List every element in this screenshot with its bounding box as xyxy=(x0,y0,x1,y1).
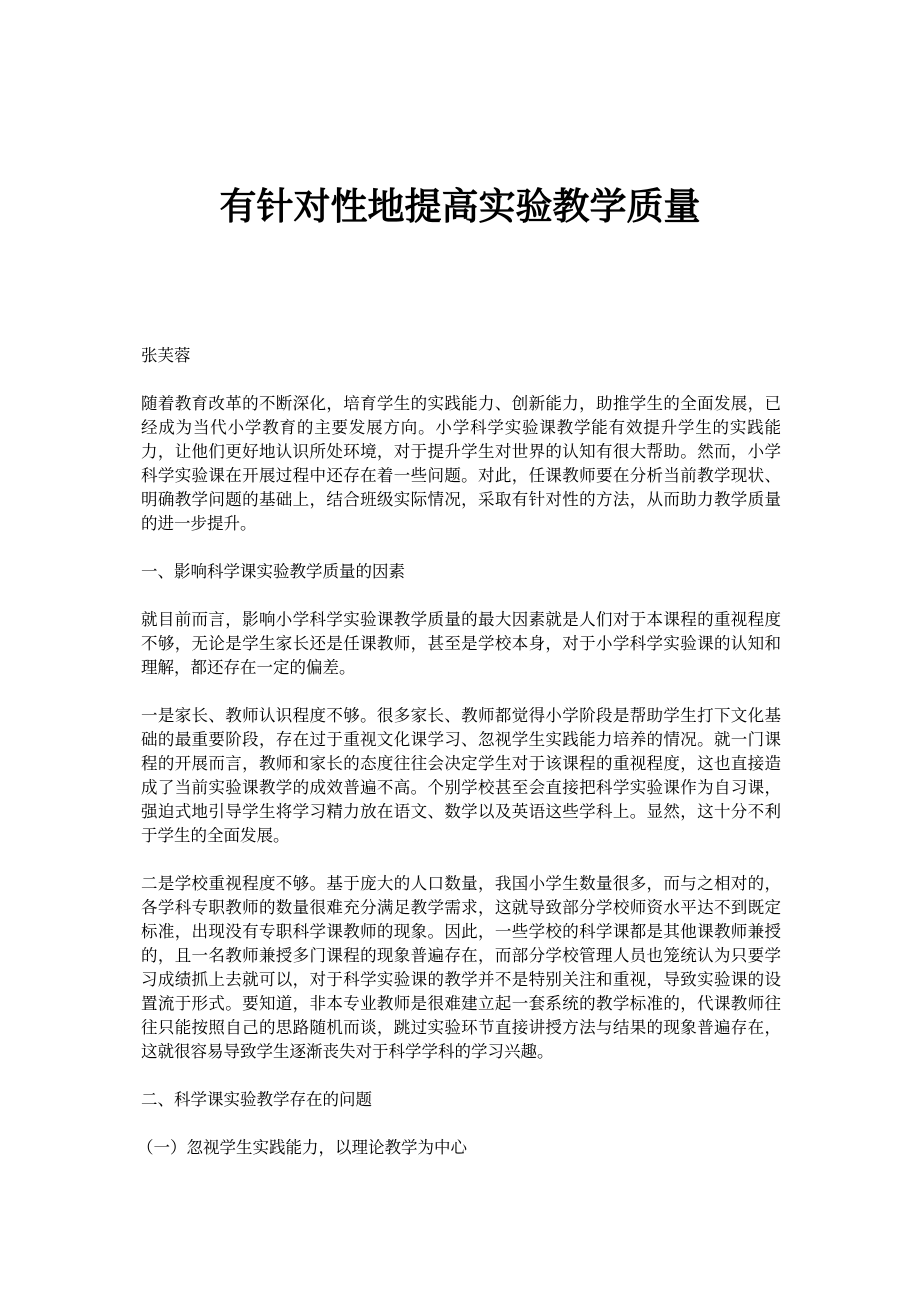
author-name: 张芙蓉 xyxy=(141,346,191,365)
document-title: 有针对性地提高实验教学质量 xyxy=(219,184,701,228)
section-1-paragraph: 就目前而言，影响小学科学实验课教学质量的最大因素就是人们对于本课程的重视程度不够，无论是学生家长还是任课教师，甚至是学校本身，对于小学科学实验课的认知和理解，都还存在一定的偏差。 xyxy=(141,610,781,677)
section-heading-1: 一、影响科学课实验教学质量的因素 xyxy=(141,562,405,581)
factor-2-paragraph: 二是学校重视程度不够。基于庞大的人口数量，我国小学生数量很多，而与之相对的，各学科专职教师的数量很难充分满足教学需求，这就导致部分学校师资水平达不到既定标准，出现没有专职科学课教师的现象。因此，一些学校的科学课都是其他课教师兼授的，且一名教师兼授多门课程的现象普遍存在，而部分学校管理人员也笼统认为只要学习成绩抓上去就可以，对于科学实验课的教学并不是特别关注和重视，导致实验课的设置流于形式。要知道，非本专业教师是很难建立起一套系统的教学标准的，代课教师往往只能按照自己的思路随机而谈，跳过实验环节直接讲授方法与结果的现象普遍存在，这就很容易导致学生逐渐丧失对于科学学科的学习兴趣。 xyxy=(141,874,781,1061)
section-heading-2: 二、科学课实验教学存在的问题 xyxy=(141,1090,372,1109)
document-body xyxy=(137,344,781,1160)
intro-paragraph: 随着教育改革的不断深化，培育学生的实践能力、创新能力，助推学生的全面发展，已经成为当代小学教育的主要发展方向。小学科学实验课教学能有效提升学生的实践能力，让他们更好地认识所处环境，对于提升学生对世界的认知有很大帮助。然而，小学科学实验课在开展过程中还存在着一些问题。对此，任课教师要在分析当前教学现状、明确教学问题的基础上，结合班级实际情况，采取有针对性的方法，从而助力教学质量的进一步提升。 xyxy=(141,394,781,533)
subsection-heading-1: （一）忽视学生实践能力，以理论教学为中心 xyxy=(137,1138,467,1157)
factor-1-paragraph: 一是家长、教师认识程度不够。很多家长、教师都觉得小学阶段是帮助学生打下文化基础的最重要阶段，存在过于重视文化课学习、忽视学生实践能力培养的情况。就一门课程的开展而言，教师和家长的态度往往会决定学生对于该课程的重视程度，这也直接造成了当前实验课教学的成效普遍不高。个别学校甚至会直接把科学实验课作为自习课，强迫式地引导学生将学习精力放在语文、数学以及英语这些学科上。显然，这十分不利于学生的全面发展。 xyxy=(141,706,781,845)
